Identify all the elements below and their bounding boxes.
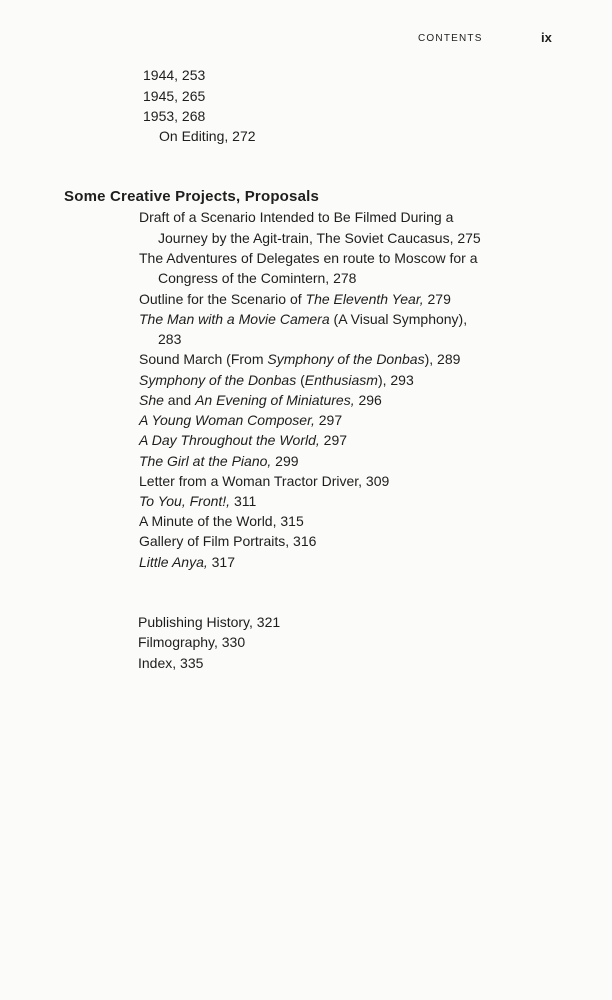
running-head: CONTENTS bbox=[418, 33, 483, 44]
toc-entry-1945: 1945, 265 bbox=[143, 88, 206, 104]
toc-entry-1944: 1944, 253 bbox=[143, 67, 206, 83]
toc-entry-movie-camera-page: 283 bbox=[158, 331, 182, 347]
toc-entry-girl-piano: The Girl at the Piano, 299 bbox=[139, 453, 299, 469]
toc-entry-publishing: Publishing History, 321 bbox=[138, 614, 281, 630]
section-heading: Some Creative Projects, Proposals bbox=[64, 188, 320, 205]
toc-entry-agit-train: Draft of a Scenario Intended to Be Filmed During a bbox=[139, 209, 454, 225]
toc-entry-on-editing: On Editing, 272 bbox=[159, 128, 256, 144]
toc-entry-composer: A Young Woman Composer, 297 bbox=[139, 412, 343, 428]
toc-entry-enthusiasm: Symphony of the Donbas (Enthusiasm), 293 bbox=[139, 372, 414, 388]
toc-entry-tractor: Letter from a Woman Tractor Driver, 309 bbox=[139, 473, 390, 489]
toc-entry-movie-camera: The Man with a Movie Camera (A Visual Symphony), bbox=[139, 311, 468, 327]
toc-entry-filmography: Filmography, 330 bbox=[138, 634, 246, 650]
toc-entry-delegates-cont: Congress of the Comintern, 278 bbox=[158, 270, 357, 286]
toc-entry-sound-march: Sound March (From Symphony of the Donbas), 289 bbox=[139, 351, 461, 367]
toc-entry-index: Index, 335 bbox=[138, 655, 204, 671]
page-number: ix bbox=[541, 30, 552, 45]
toc-entry-gallery: Gallery of Film Portraits, 316 bbox=[139, 533, 317, 549]
toc-entry-day-world: A Day Throughout the World, 297 bbox=[139, 432, 348, 448]
toc-entry-front: To You, Front!, 311 bbox=[139, 493, 257, 509]
toc-entry-1953: 1953, 268 bbox=[143, 108, 206, 124]
toc-entry-minute: A Minute of the World, 315 bbox=[139, 513, 304, 529]
toc-entry-anya: Little Anya, 317 bbox=[139, 554, 235, 570]
toc-entry-she: She and An Evening of Miniatures, 296 bbox=[139, 392, 382, 408]
toc-entry-agit-train-cont: Journey by the Agit-train, The Soviet Caucasus, 275 bbox=[158, 230, 481, 246]
toc-entry-delegates: The Adventures of Delegates en route to Moscow for a bbox=[139, 250, 478, 266]
toc-entry-eleventh-year: Outline for the Scenario of The Eleventh Year, 279 bbox=[139, 291, 451, 307]
